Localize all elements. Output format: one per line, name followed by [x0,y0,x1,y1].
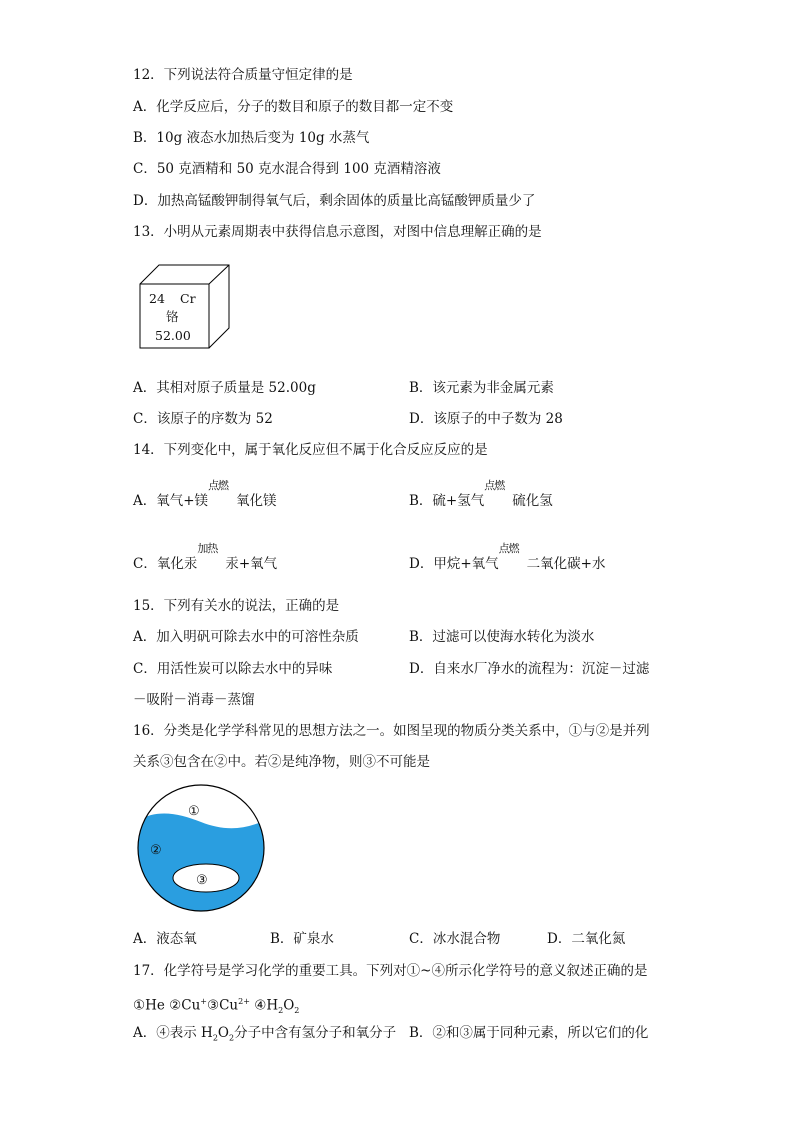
subscript: 2 [278,1006,284,1016]
subscript: 2 [212,1033,218,1043]
reaction-condition: 点燃 [208,479,229,492]
q14-c-reactants: 氧化汞 [156,556,198,572]
q14-a-products: 氧化镁 [236,493,277,509]
q17-a-mid: O [217,1025,229,1041]
q13-option-c: C．该原子的序数为 52 [133,411,273,427]
q14-option-a [133,479,277,510]
element-number: 24 [149,291,165,306]
q14-a-reactants: 氧气+镁 [156,493,209,509]
q15-option-a: A．加入明矾可除去水中的可溶性杂质 [133,629,359,645]
region-three-label: ③ [196,873,208,888]
q14-stem: 14．下列变化中，属于氧化反应但不属于化合反应反应的是 [133,442,488,458]
q13-option-a: A．其相对原子质量是 52.00g [133,380,316,396]
q17-a-post: 分子中含有氢分子和氧分子 [234,1025,397,1041]
q12-stem: 12．下列说法符合质量守恒定律的是 [133,67,353,83]
q15-option-b: B．过滤可以使海水转化为淡水 [409,629,595,645]
q14-option-d [409,542,606,573]
q13-option-b: B．该元素为非金属元素 [409,380,554,396]
q12-option-c: C．50 克酒精和 50 克水混合得到 100 克酒精溶液 [133,161,441,177]
q15-stem: 15．下列有关水的说法，正确的是 [133,598,340,614]
q12-option-b: B．10g 液态水加热后变为 10g 水蒸气 [133,130,370,146]
q14-b-products: 硫化氢 [512,493,553,509]
element-name: 铬 [166,309,179,324]
q16-option-b: B．矿泉水 [270,931,334,947]
symbol-he-cu: ①He ②Cu [133,997,201,1014]
q15-option-d-continuation: －吸附－消毒－蒸馏 [133,692,255,708]
q17-a-pre: A．④表示 H [133,1025,213,1041]
subscript: 2 [229,1033,235,1043]
q15-option-c: C．用活性炭可以除去水中的异味 [133,661,333,677]
q14-option-b [409,479,553,510]
symbol-h2o2: ④H [254,997,279,1014]
q12-option-d: D．加热高锰酸钾制得氧气后，剩余固体的质量比高锰酸钾质量少了 [133,193,536,209]
symbol-cu2: ③Cu [207,997,239,1014]
q17-stem: 17．化学符号是学习化学的重要工具。下列对①~④所示化学符号的意义叙述正确的是 [133,963,648,979]
reaction-arrow [208,479,236,505]
q14-d-reactants: 甲烷+氧气 [433,556,499,572]
element-mass: 52.00 [155,328,191,343]
reaction-arrow [484,479,512,505]
region-one-label: ① [188,804,200,819]
q16-option-d: D．二氧化氮 [547,931,626,947]
q17-symbols [133,993,299,1020]
q13-stem: 13．小明从元素周期表中获得信息示意图，对图中信息理解正确的是 [133,224,542,240]
reaction-arrow [197,542,225,568]
q14-c-label: C． [133,556,157,572]
q15-option-d: D．自来水厂净水的流程为：沉淀－过滤 [409,661,650,677]
charge-2plus: 2+ [238,997,250,1006]
reaction-arrow [498,542,527,568]
region-two-label: ② [150,843,162,858]
q14-d-label: D． [409,556,434,572]
q16-option-a: A．液态氧 [133,931,197,947]
reaction-condition: 点燃 [484,479,505,492]
q17-option-b: B．②和③属于同种元素，所以它们的化 [409,1025,649,1041]
q14-b-reactants: 硫+氢气 [432,493,485,509]
q14-a-label: A． [133,493,157,509]
q14-c-products: 汞+氧气 [225,556,278,572]
element-symbol: Cr [180,291,196,306]
q14-b-label: B． [409,493,433,509]
reaction-condition: 加热 [197,542,218,555]
q16-stem-line2: 关系③包含在②中。若②是纯净物，则③不可能是 [133,754,430,770]
q12-option-a: A．化学反应后，分子的数目和原子的数目都一定不变 [133,99,454,115]
q14-d-products: 二氧化碳+水 [526,556,606,572]
subscript: 2 [294,1006,300,1016]
q16-stem-line1: 16．分类是化学学科常见的思想方法之一。如图呈现的物质分类关系中，①与②是并列 [133,723,650,739]
reaction-condition: 点燃 [498,542,519,555]
q17-option-a [133,1024,396,1048]
symbol-o: O [283,997,295,1014]
q13-option-d: D．该原子的中子数为 28 [409,411,563,427]
q16-option-c: C．冰水混合物 [409,931,501,947]
q14-option-c [133,542,278,573]
charge-plus: + [200,997,207,1006]
region-two [131,814,273,913]
